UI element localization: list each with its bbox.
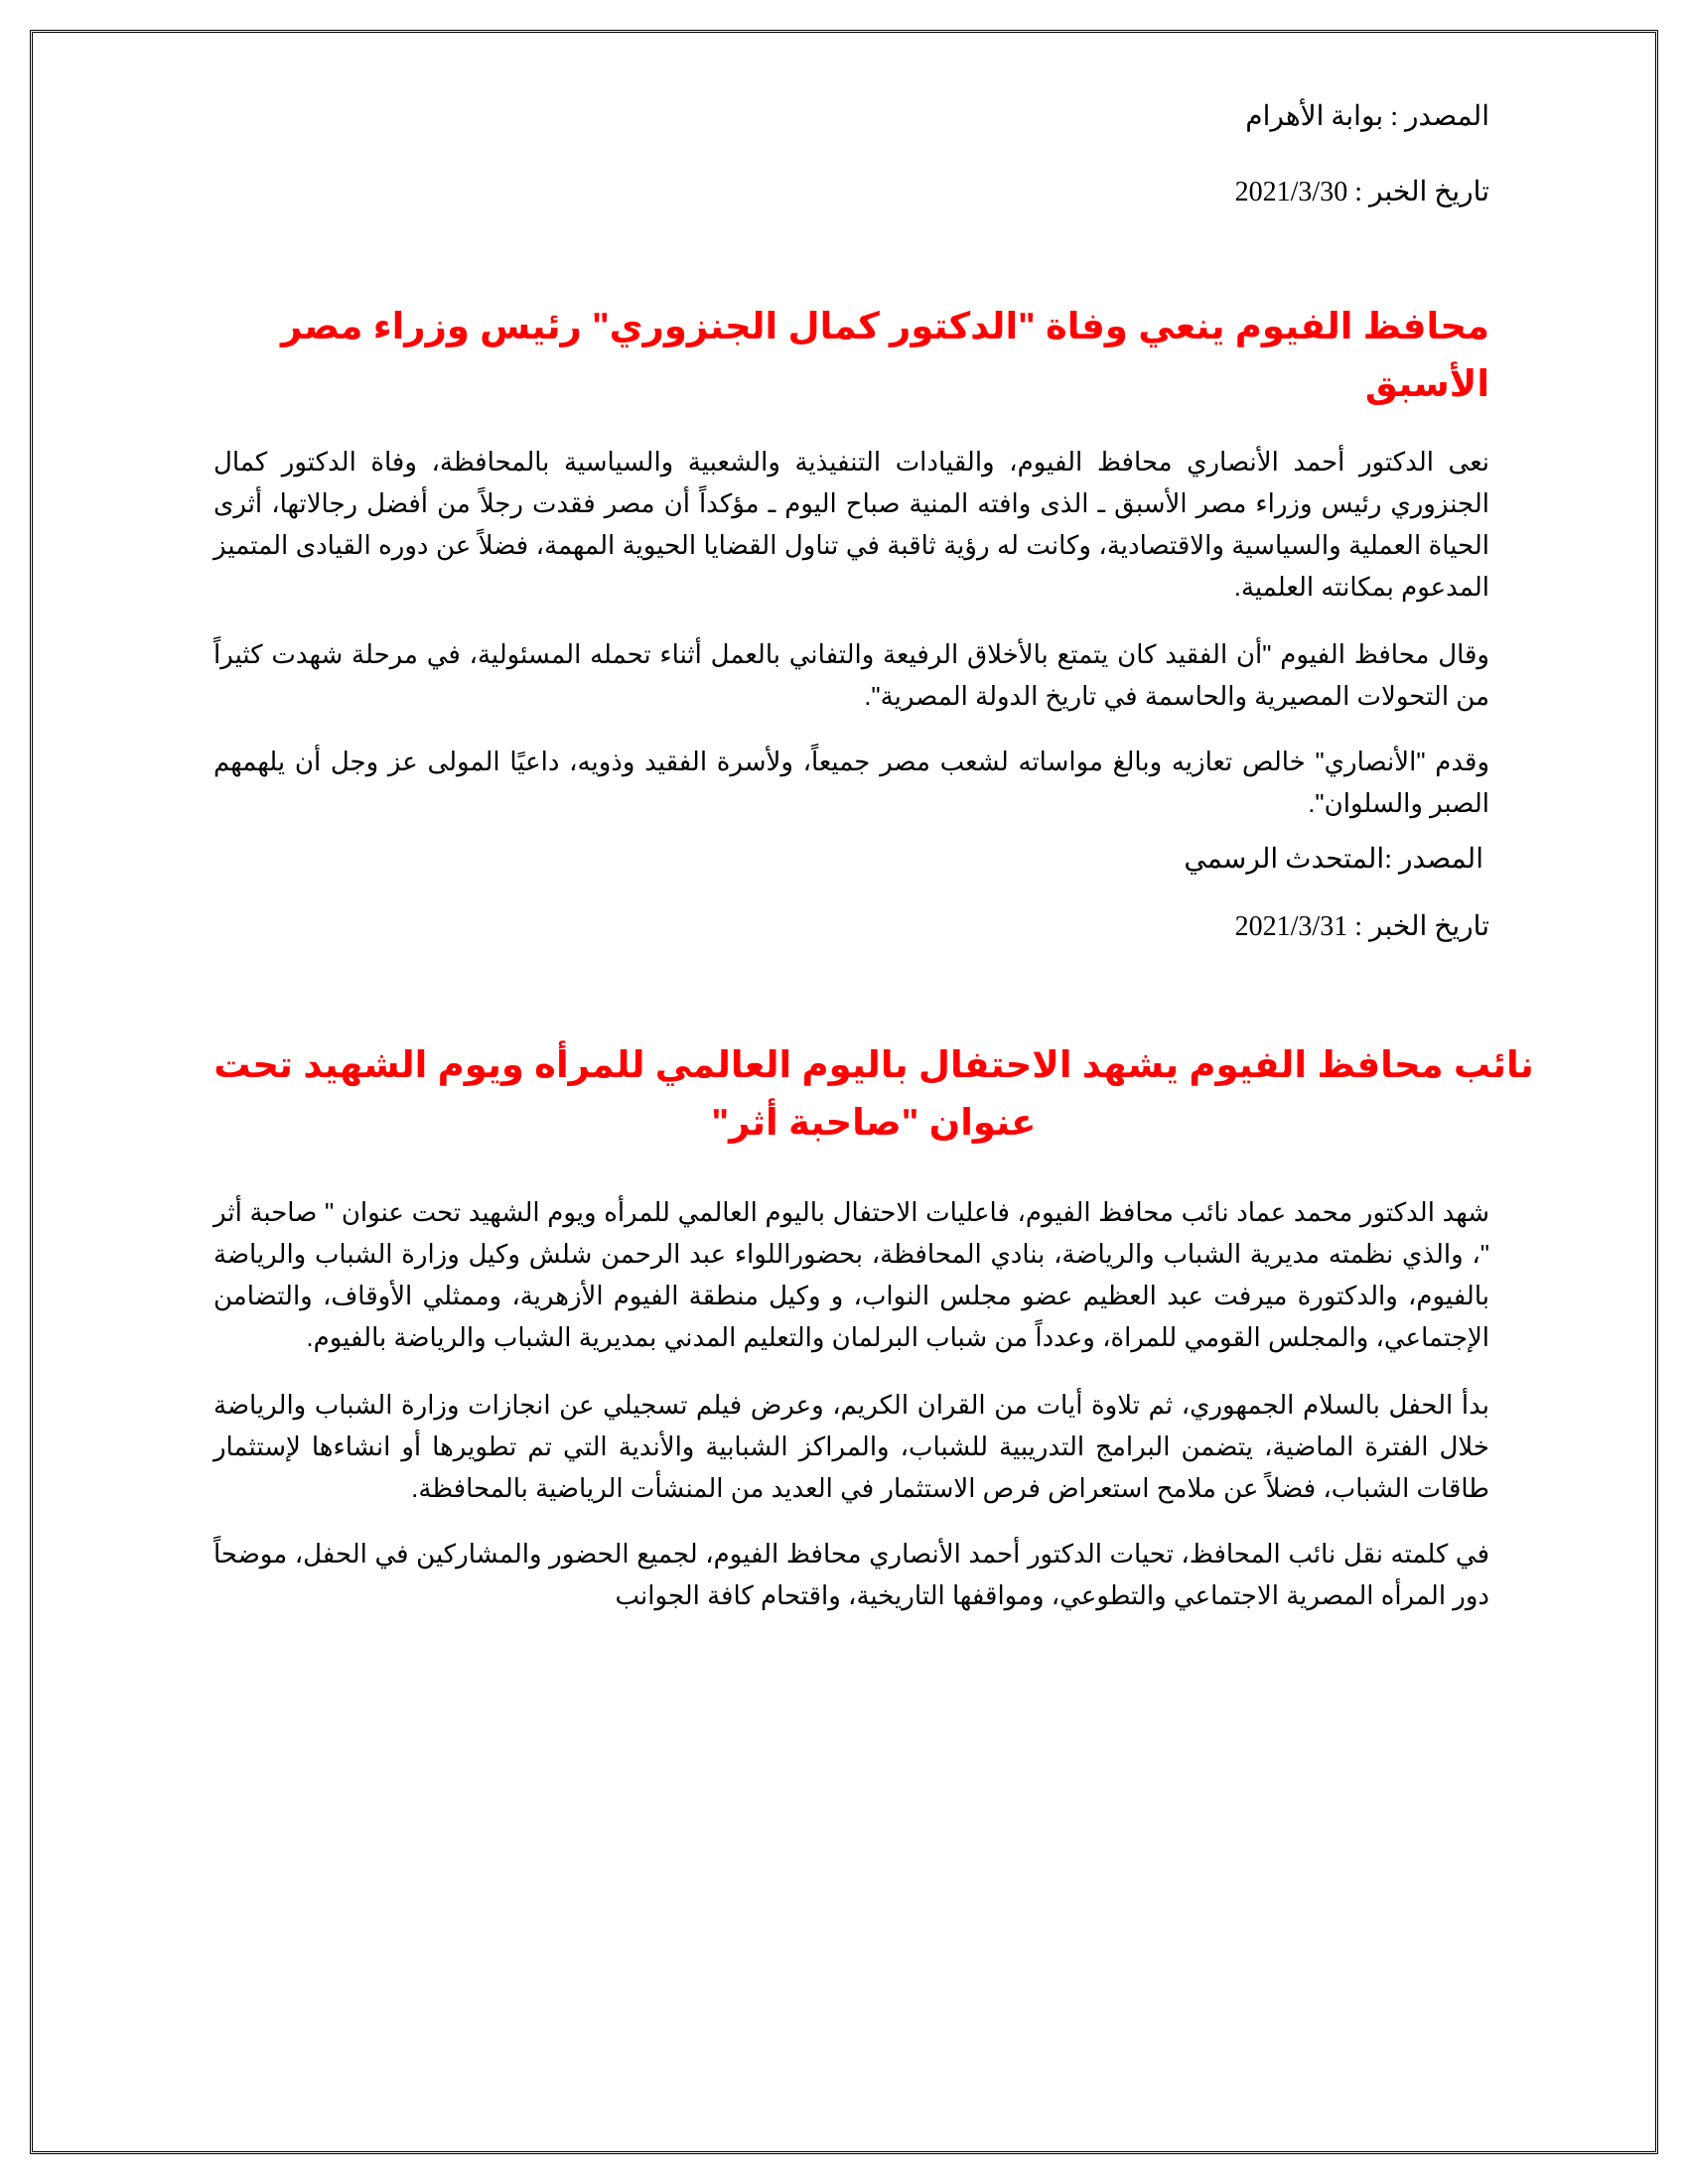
news-date: تاريخ الخبر : 2021/3/31 <box>1234 911 1489 942</box>
news-source: المصدر : بوابة الأهرام <box>1245 101 1489 132</box>
document-content <box>213 99 1534 1616</box>
news-date: تاريخ الخبر : 2021/3/30 <box>1234 177 1489 207</box>
news-source: المصدر :المتحدث الرسمي <box>1184 844 1483 875</box>
article-womens-day-celebration <box>213 842 1534 1616</box>
article-fayoum-governor-mourns <box>213 99 1489 824</box>
article-paragraph: وقال محافظ الفيوم "أن الفقيد كان يتمتع بالأخلاق الرفيعة والتفاني بالعمل أثناء تحمله المسئولية، في مرحلة شهدت كثيراً من التحولات المصيرية والحاسمة في تاريخ الدولة المصرية". <box>213 639 1489 711</box>
article-headline: نائب محافظ الفيوم يشهد الاحتفال باليوم العالمي للمرأه ويوم الشهيد تحت عنوان "صاحبة أثر" <box>213 1044 1534 1143</box>
article-paragraph: وقدم "الأنصاري" خالص تعازيه وبالغ مواساته لشعب مصر جميعاً، ولأسرة الفقيد وذويه، داعيًا المولى عز وجل أن يلهمهم الصبر والسلوان". <box>213 747 1489 818</box>
article-headline: محافظ الفيوم ينعي وفاة "الدكتور كمال الجنزوري" رئيس وزراء مصر الأسبق <box>281 306 1489 404</box>
article-paragraph: شهد الدكتور محمد عماد نائب محافظ الفيوم، فاعليات الاحتفال باليوم العالمي للمرأه ويوم الشهيد تحت عنوان " صاحبة أثر "، والذي نظمته مديرية الشباب والرياضة، بنادي المحافظة، بحضوراللواء عبد الرحمن شلش وكيل وزارة الشباب والرياضة بالفيوم، والدكتورة ميرفت عبد العظيم عضو مجلس النواب، و وكيل منطقة الفيوم الأزهرية، وممثلي الأوقاف، والتضامن الإجتماعي، والمجلس القومي للمراة، وعدداً من شباب البرلمان والتعليم المدني بمديرية الشباب والرياضة بالفيوم. <box>213 1197 1489 1352</box>
article-paragraph: نعى الدكتور أحمد الأنصاري محافظ الفيوم، والقيادات التنفيذية والشعبية والسياسية بالمحافظة، وفاة الدكتور كمال الجنزوري رئيس وزراء مصر الأسبق ـ الذى وافته المنية صباح اليوم ـ مؤكداً أن مصر فقدت رجلاً من أفضل رجالاتها، أثرى الحياة العملية والسياسية والاقتصادية، وكانت له رؤية ثاقبة في تناول القضايا الحيوية المهمة، فضلاً عن دوره القيادى المتميز المدعوم بمكانته العلمية. <box>213 447 1489 602</box>
article-paragraph: في كلمته نقل نائب المحافظ، تحيات الدكتور أحمد الأنصاري محافظ الفيوم، لجميع الحضور والمشاركين في الحفل، موضحاً دور المرأه المصرية الاجتماعي والتطوعي، ومواقفها التاريخية، واقتحام كافة الجوانب <box>213 1539 1489 1610</box>
article-paragraph: بدأ الحفل بالسلام الجمهوري، ثم تلاوة أيات من القران الكريم، وعرض فيلم تسجيلي عن انجازات وزارة الشباب والرياضة خلال الفترة الماضية، يتضمن البرامج التدريبية للشباب، والمراكز الشبابية والأندية التي تم تطويرها أو انشاءها لإستثمار طاقات الشباب، فضلاً عن ملامح استعراض فرص الاستثمار في العديد من المنشأت الرياضية بالمحافظة. <box>213 1390 1489 1503</box>
